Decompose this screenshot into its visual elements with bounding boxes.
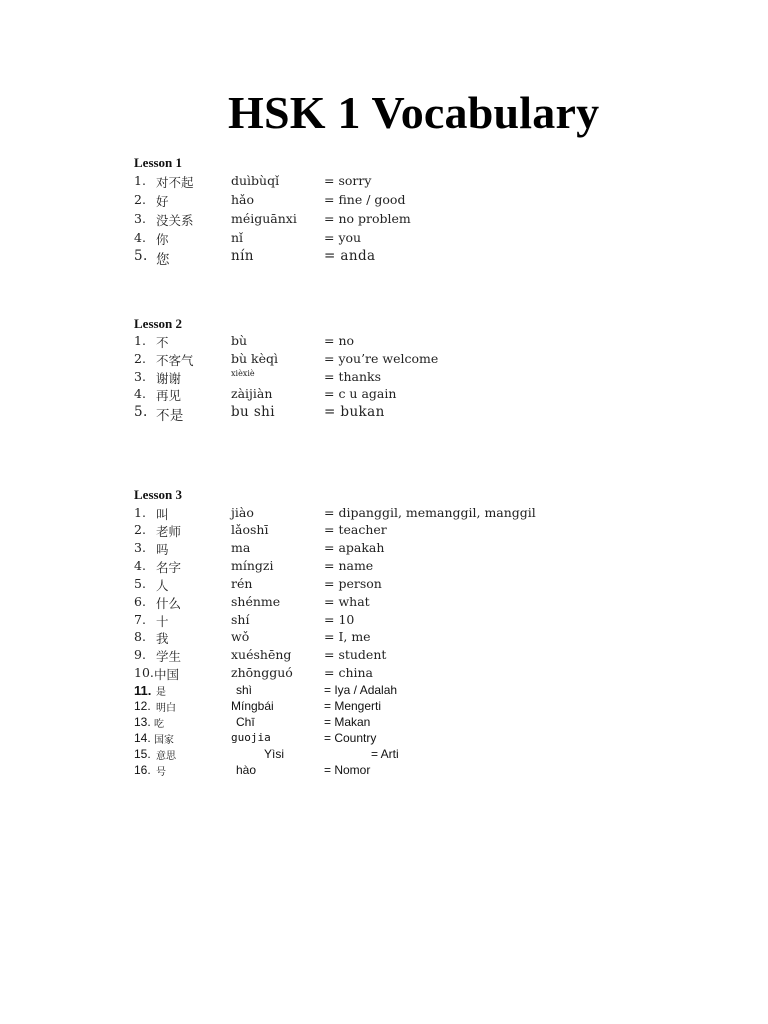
row-meaning: = you’re welcome	[324, 351, 439, 366]
row-hanzi: 再见	[156, 388, 182, 403]
row-meaning: = anda	[324, 248, 376, 264]
row-meaning: = thanks	[324, 369, 382, 384]
row-hanzi: 明白	[156, 703, 176, 714]
row-meaning: = bukan	[324, 404, 385, 420]
row-number: 2.	[134, 522, 146, 537]
row-meaning: = student	[324, 647, 387, 662]
row-meaning: = c u again	[324, 386, 397, 401]
row-hanzi: 不	[156, 335, 169, 350]
lesson-3-row-16	[134, 763, 654, 781]
row-meaning: = Nomor	[324, 763, 371, 777]
lesson-3-row-1	[134, 505, 654, 523]
row-meaning: = Mengerti	[324, 699, 382, 713]
row-pinyin: shí	[231, 612, 250, 627]
row-number: 3.	[134, 369, 146, 384]
lesson-1-row-2	[134, 192, 654, 210]
row-number: 14.	[134, 731, 151, 745]
lesson-3-row-2	[134, 522, 654, 540]
lesson-2-row-5	[134, 404, 654, 422]
row-meaning: = person	[324, 576, 382, 591]
row-number: 4.	[134, 386, 146, 401]
lesson-3-row-8	[134, 629, 654, 647]
row-meaning: = no problem	[324, 211, 411, 226]
row-meaning: = Makan	[324, 715, 371, 729]
row-hanzi: 是	[156, 687, 166, 698]
row-meaning: = you	[324, 230, 362, 245]
row-number: 15.	[134, 747, 151, 761]
row-hanzi: 谢谢	[156, 371, 182, 386]
row-pinyin: wǒ	[231, 629, 250, 644]
lesson-3-row-3	[134, 540, 654, 558]
lesson-3-row-9	[134, 647, 654, 665]
row-hanzi: 不是	[156, 408, 184, 424]
row-hanzi: 十	[156, 614, 169, 629]
row-meaning: = apakah	[324, 540, 385, 555]
row-pinyin: ma	[231, 540, 251, 555]
row-meaning: = fine / good	[324, 192, 406, 207]
row-number: 1.	[134, 505, 146, 520]
lesson-1-row-1	[134, 173, 654, 191]
row-meaning: = 10	[324, 612, 355, 627]
row-number: 6.	[134, 594, 146, 609]
row-hanzi: 老师	[156, 524, 182, 539]
row-hanzi: 你	[156, 232, 169, 247]
row-hanzi: 我	[156, 631, 169, 646]
row-number: 2.	[134, 192, 146, 207]
lesson-3-row-7	[134, 612, 654, 630]
row-pinyin: guojia	[231, 731, 271, 744]
row-pinyin: zhōngguó	[231, 665, 293, 680]
row-meaning: = sorry	[324, 173, 372, 188]
row-pinyin: xuéshēng	[231, 647, 292, 662]
row-pinyin: zàijiàn	[231, 386, 273, 401]
row-hanzi: 没关系	[156, 213, 194, 228]
row-hanzi: 国家	[154, 735, 174, 746]
row-number: 10.	[134, 665, 154, 680]
row-meaning: = no	[324, 333, 355, 348]
row-hanzi: 学生	[156, 649, 182, 664]
lesson-2-row-1	[134, 333, 654, 351]
row-number: 8.	[134, 629, 146, 644]
row-pinyin: hào	[236, 763, 257, 777]
row-pinyin: méiguānxi	[231, 211, 297, 226]
row-pinyin: shénme	[231, 594, 281, 609]
lesson-2-heading: Lesson 2	[134, 316, 183, 331]
row-hanzi: 什么	[156, 596, 182, 611]
row-number: 5.	[134, 248, 148, 264]
lesson-3-row-4	[134, 558, 654, 576]
row-pinyin: bù	[231, 333, 248, 348]
row-pinyin: Yìsi	[264, 747, 285, 761]
row-pinyin: xièxiè	[231, 369, 255, 378]
row-hanzi: 人	[156, 578, 169, 593]
row-pinyin: Chī	[236, 715, 255, 729]
row-pinyin: nín	[231, 248, 254, 264]
lesson-1-row-3	[134, 211, 654, 229]
lesson-1-row-5	[134, 248, 654, 266]
row-pinyin: hǎo	[231, 192, 255, 207]
row-pinyin: jiào	[231, 505, 254, 520]
row-number: 4.	[134, 558, 146, 573]
row-hanzi: 对不起	[156, 175, 194, 190]
row-hanzi: 好	[156, 194, 169, 209]
row-pinyin: bù kèqì	[231, 351, 278, 366]
lesson-1-row-4	[134, 230, 654, 248]
row-hanzi: 中国	[154, 667, 180, 682]
lesson-3-heading: Lesson 3	[134, 487, 183, 502]
row-hanzi: 不客气	[156, 353, 194, 368]
row-meaning: = dipanggil, memanggil, manggil	[324, 505, 536, 520]
row-meaning: = Iya / Adalah	[324, 683, 398, 697]
row-number: 4.	[134, 230, 146, 245]
row-meaning: = name	[324, 558, 374, 573]
row-number: 12.	[134, 699, 151, 713]
row-pinyin: duìbùqǐ	[231, 173, 280, 188]
row-number: 9.	[134, 647, 146, 662]
row-pinyin: shì	[236, 683, 253, 697]
lesson-3-row-10	[134, 665, 654, 683]
row-meaning: = china	[324, 665, 373, 680]
lesson-1-heading: Lesson 1	[134, 155, 183, 170]
row-number: 5.	[134, 404, 148, 420]
row-number: 3.	[134, 540, 146, 555]
row-hanzi: 叫	[156, 507, 169, 522]
row-number: 11.	[134, 683, 152, 698]
row-hanzi: 意思	[156, 751, 176, 762]
row-number: 2.	[134, 351, 146, 366]
lesson-3-row-6	[134, 594, 654, 612]
row-number: 1.	[134, 173, 146, 188]
row-hanzi: 号	[156, 767, 166, 778]
row-number: 16.	[134, 763, 151, 777]
row-meaning: = what	[324, 594, 370, 609]
lesson-3-row-5	[134, 576, 654, 594]
row-number: 3.	[134, 211, 146, 226]
lesson-2-row-3	[134, 369, 654, 387]
row-number: 5.	[134, 576, 146, 591]
row-number: 13.	[134, 715, 151, 729]
row-hanzi: 吃	[154, 719, 164, 730]
row-meaning: = Country	[324, 731, 377, 745]
lesson-2-row-2	[134, 351, 654, 369]
row-pinyin: míngzi	[231, 558, 274, 573]
row-hanzi: 名字	[156, 560, 182, 575]
row-pinyin: lǎoshī	[231, 522, 269, 537]
row-meaning: = I, me	[324, 629, 371, 644]
row-pinyin: nǐ	[231, 230, 244, 245]
row-pinyin: rén	[231, 576, 253, 591]
row-number: 1.	[134, 333, 146, 348]
row-hanzi: 吗	[156, 542, 169, 557]
row-meaning: = teacher	[324, 522, 387, 537]
row-pinyin: bu shi	[231, 404, 275, 420]
page-title: HSK 1 Vocabulary	[228, 87, 600, 138]
row-meaning: = Arti	[371, 747, 399, 761]
row-pinyin: Míngbái	[231, 699, 274, 713]
row-number: 7.	[134, 612, 146, 627]
lesson-2-row-4	[134, 386, 654, 404]
row-hanzi: 您	[156, 252, 170, 268]
